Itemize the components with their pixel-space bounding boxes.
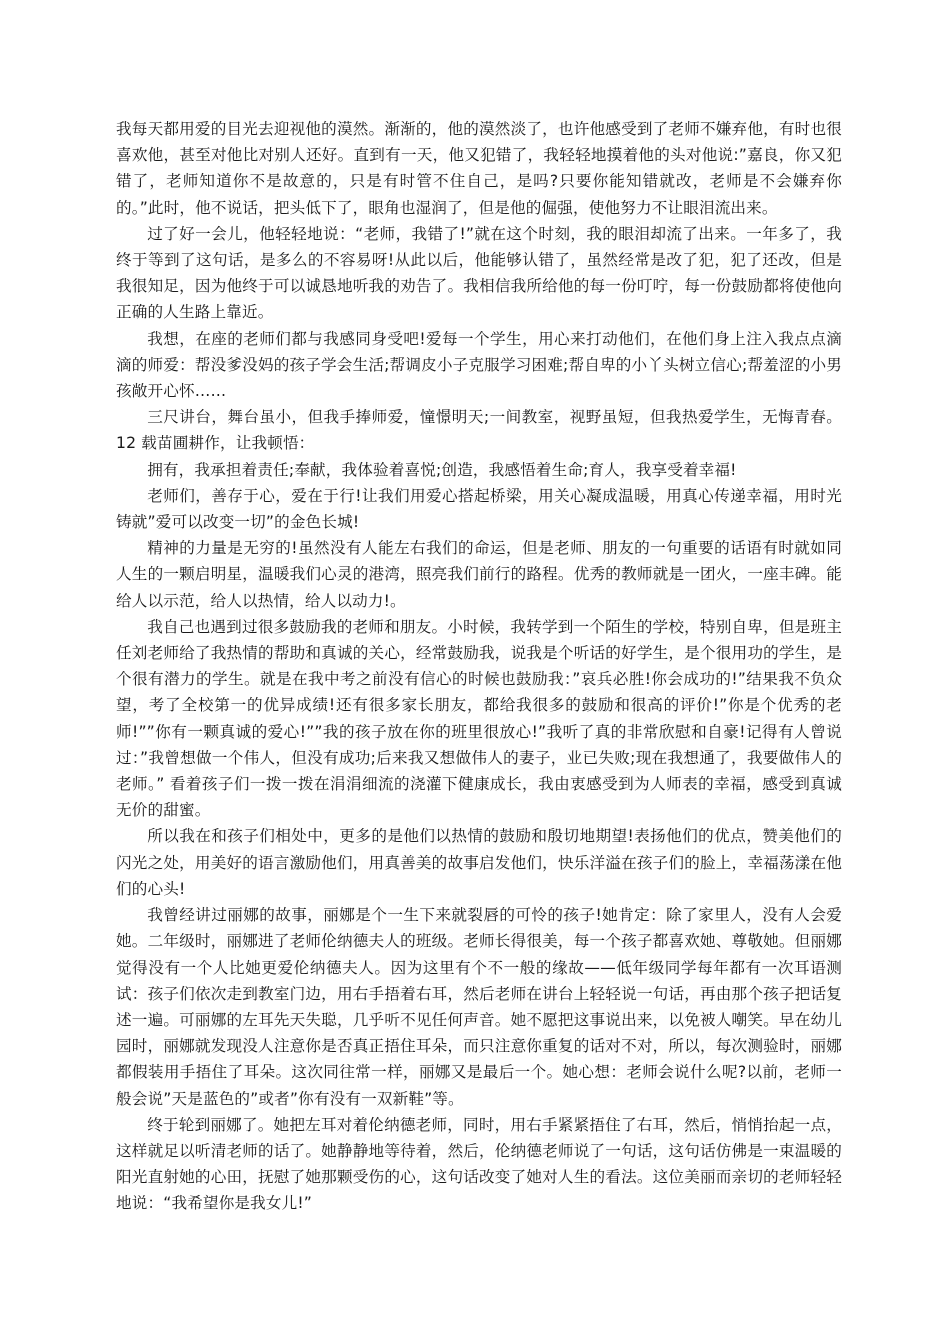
paragraph-1: 我每天都用爱的目光去迎视他的漠然。渐渐的，他的漠然淡了，也许他感受到了老师不嫌弃他，有时也很喜欢他，甚至对他比对别人还好。直到有一天，他又犯错了，我轻轻地摸着他的头对他说:”嘉良，你又犯错了，老师知道你不是故意的，只是有时管不住自己，是吗?只要你能知错就改，老师是不会嫌弃你的。”此时，他不说话，把头低下了，眼角也湿润了，但是他的倔强，使他努力不让眼泪流出来。: [116, 120, 842, 217]
paragraph-7: 精神的力量是无穷的!虽然没有人能左右我们的命运，但是老师、朋友的一句重要的话语有时就如同人生的一颗启明星，温暖我们心灵的港湾，照亮我们前行的路程。优秀的教师就是一团火，一座丰碑。能给人以示范，给人以热情，给人以动力!。: [116, 539, 842, 610]
paragraph-2: 过了好一会儿，他轻轻地说：“老师，我错了!”就在这个时刻，我的眼泪却流了出来。一年多了，我终于等到了这句话，是多么的不容易呀!从此以后，他能够认错了，虽然经常是改了犯，犯了还改，但是我很知足，因为他终于可以诚恳地听我的劝告了。我相信我所给他的每一份叮咛，每一份鼓励都将使他向正确的人生路上靠近。: [116, 224, 842, 322]
paragraph-5: 拥有，我承担着责任;奉献，我体验着喜悦;创造，我感悟着生命;育人，我享受着幸福!: [147, 460, 737, 479]
paragraph-6: 老师们，善存于心，爱在于行!让我们用爱心搭起桥梁，用关心凝成温暖，用真心传递幸福，用时光铸就”爱可以改变一切”的金色长城!: [116, 486, 842, 532]
paragraph-8: 我自己也遇到过很多鼓励我的老师和朋友。小时候，我转学到一个陌生的学校，特别自卑，但是班主任刘老师给了我热情的帮助和真诚的关心，经常鼓励我，说我是个听话的好学生，是个很用功的学生，是个很有潜力的学生。就是在我中考之前没有信心的时候也鼓励我：”哀兵必胜!你会成功的!”结果我不负众望，考了全校第一的优异成绩!还有很多家长朋友，都给我很多的鼓励和很高的评价!”你是个优秀的老师!””你有一颗真诚的爱心!””我的孩子放在你的班里很放心!”我听了真的非常欣慰和自豪!记得有人曾说过：”我曾想做一个伟人，但没有成功;后来我又想做伟人的妻子，业已失败;现在我想通了，我要做伟人的老师。” 看着孩子们一拨一拨在涓涓细流的浇灌下健康成长，我由衷感受到为人师表的幸福，感受到真诚无价的甜蜜。: [116, 617, 842, 820]
paragraph-10: 我曾经讲过丽娜的故事，丽娜是个一生下来就裂唇的可怜的孩子!她肯定：除了家里人，没有人会爱她。二年级时，丽娜进了老师伦纳德夫人的班级。老师长得很美，每一个孩子都喜欢她、尊敬她。但丽娜觉得没有一个人比她更爱伦纳德夫人。因为这里有个不一般的缘故——低年级同学每年都有一次耳语测试：孩子们依次走到教室门边，用右手捂着右耳，然后老师在讲台上轻轻说一句话，再由那个孩子把话复述一遍。可丽娜的左耳先天失聪，几乎听不见任何声音。她不愿把这事说出来，以免被人嘲笑。早在幼儿园时，丽娜就发现没人注意你是否真正捂住耳朵，而只注意你重复的话对不对，所以，每次测验时，丽娜都假装用手捂住了耳朵。这次同往常一样，丽娜又是最后一个。她心想：老师会说什么呢?以前，老师一般会说”天是蓝色的”或者”你有没有一双新鞋”等。: [116, 906, 842, 1108]
paragraph-9: 所以我在和孩子们相处中，更多的是他们以热情的鼓励和殷切地期望!表扬他们的优点，赞美他们的闪光之处，用美好的语言激励他们，用真善美的故事启发他们，快乐洋溢在孩子们的脸上，幸福荡漾在他们的心头!: [116, 827, 842, 898]
document-body: [116, 116, 842, 1217]
paragraph-4: 三尺讲台，舞台虽小，但我手捧师爱，憧憬明天;一间教室，视野虽短，但我热爱学生，无悔青春。12 载苗圃耕作，让我顿悟：: [116, 408, 842, 453]
paragraph-3: 我想，在座的老师们都与我感同身受吧!爱每一个学生，用心来打动他们，在他们身上注入我点点滴滴的师爱：帮没爹没妈的孩子学会生活;帮调皮小子克服学习困难;帮自卑的小丫头树立信心;帮羞涩的小男孩敞开心怀……: [116, 329, 842, 401]
paragraph-11: 终于轮到丽娜了。她把左耳对着伦纳德老师，同时，用右手紧紧捂住了右耳，然后，悄悄抬起一点，这样就足以听清老师的话了。她静静地等待着，然后，伦纳德老师说了一句话，这句话仿佛是一束温暖的阳光直射她的心田，抚慰了她那颗受伤的心，这句话改变了她对人生的看法。这位美丽而亲切的老师轻轻地说：“我希望你是我女儿!”: [116, 1115, 842, 1213]
